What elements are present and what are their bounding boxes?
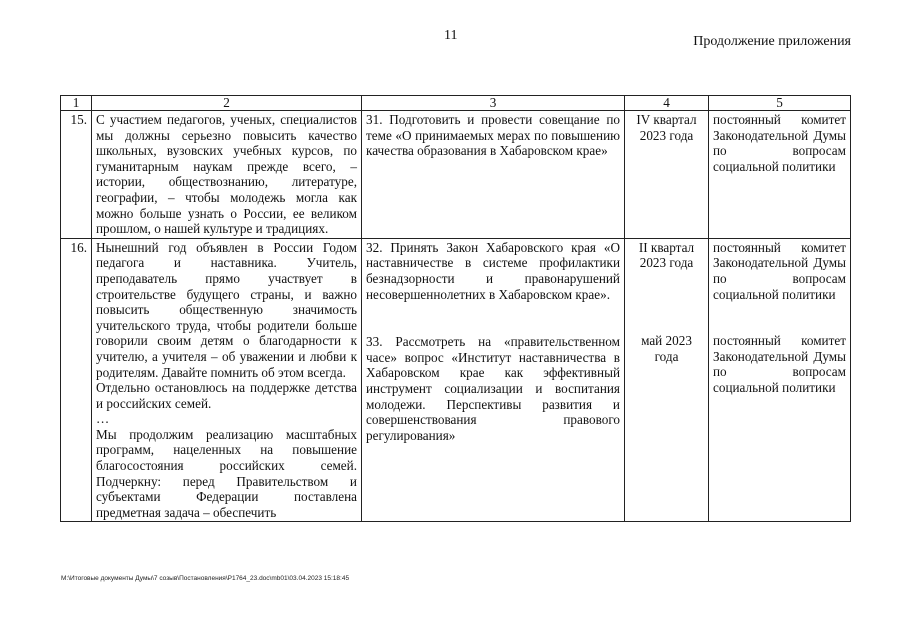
quote-paragraph: Нынешний год объявлен в России Годом педагога и наставника. Учитель, преподаватель прямо участвует в строительстве будущего страны, и важно повысить общественную значимость учительского труда, чтобы родители больше говорили своим детям о благодарности к учителю, а учителя – об уважении и любви к родителям. Давайте помнить об этом всегда. bbox=[96, 239, 357, 380]
plan-table bbox=[60, 95, 851, 522]
term-cell bbox=[625, 111, 709, 239]
column-header-3: 3 bbox=[362, 96, 625, 111]
quote-cell bbox=[92, 238, 362, 522]
column-header-2: 2 bbox=[92, 96, 362, 111]
responsible-value: постоянный комитет Законодательной Думы по вопросам социальной политики bbox=[713, 333, 846, 395]
responsible-cell bbox=[709, 238, 851, 522]
continuation-label: Продолжение приложения bbox=[693, 34, 851, 49]
measure-cell bbox=[362, 111, 625, 239]
column-header-1: 1 bbox=[61, 96, 92, 111]
measure-item: 33. Рассмотреть на «правительственном часе» вопрос «Институт наставничества в Хабаровском крае как эффективный инструмент социализации и воспитания молодежи. Перспективы развития и совершенствования правового регулирования» bbox=[366, 334, 620, 443]
term-value: май 2023 года bbox=[641, 332, 692, 364]
column-header-5: 5 bbox=[709, 96, 851, 111]
quote-paragraph: Мы продолжим реализацию масштабных программ, нацеленных на повышение благосостояния российских семей. Подчеркну: перед Правительством и субъектами Федерации поставлена предметная задача – обеспечить bbox=[96, 426, 357, 520]
quote-cell bbox=[92, 111, 362, 239]
responsible-value: постоянный комитет Законодательной Думы по вопросам социальной политики bbox=[713, 239, 846, 302]
responsible-value: постоянный комитет Законодательной Думы по вопросам социальной политики bbox=[713, 112, 846, 174]
term-value: IV квартал 2023 года bbox=[636, 112, 697, 143]
table-row bbox=[61, 111, 851, 239]
row-number: 16. bbox=[61, 238, 92, 522]
term-cell bbox=[625, 238, 709, 522]
column-header-4: 4 bbox=[625, 96, 709, 111]
quote-paragraph: С участием педагогов, ученых, специалистов мы должны серьезно повысить качество школьных, вузовских учебных курсов, по гуманитарным наукам прежде всего, – истории, обществознанию, литературе, географии, – чтобы молодежь могла как можно больше узнать о России, ее великом прошлом, о нашей культуре и традициях. bbox=[96, 112, 357, 237]
measure-item: 32. Принять Закон Хабаровского края «О наставничестве в системе профилактики безнадзорности и правонарушений несовершеннолетних в Хабаровском крае». bbox=[366, 239, 620, 302]
page-number: 11 bbox=[444, 28, 458, 43]
term-value: II квартал 2023 года bbox=[638, 239, 695, 271]
measure-cell bbox=[362, 238, 625, 522]
measure-item: 31. Подготовить и провести совещание по теме «О принимаемых мерах по повышению качества образования в Хабаровском крае» bbox=[366, 112, 620, 159]
row-number: 15. bbox=[61, 111, 92, 239]
file-path-footer: M:\Итоговые документы Думы\7 созыв\Постановления\P1764_23.doc\mb01\03.04.2023 15:18:45 bbox=[61, 575, 350, 582]
quote-paragraph: Отдельно остановлюсь на поддержке детства и российских семей. bbox=[96, 380, 357, 411]
quote-ellipsis: … bbox=[96, 411, 110, 427]
table-header-row bbox=[61, 96, 851, 111]
responsible-cell bbox=[709, 111, 851, 239]
table-row bbox=[61, 238, 851, 522]
